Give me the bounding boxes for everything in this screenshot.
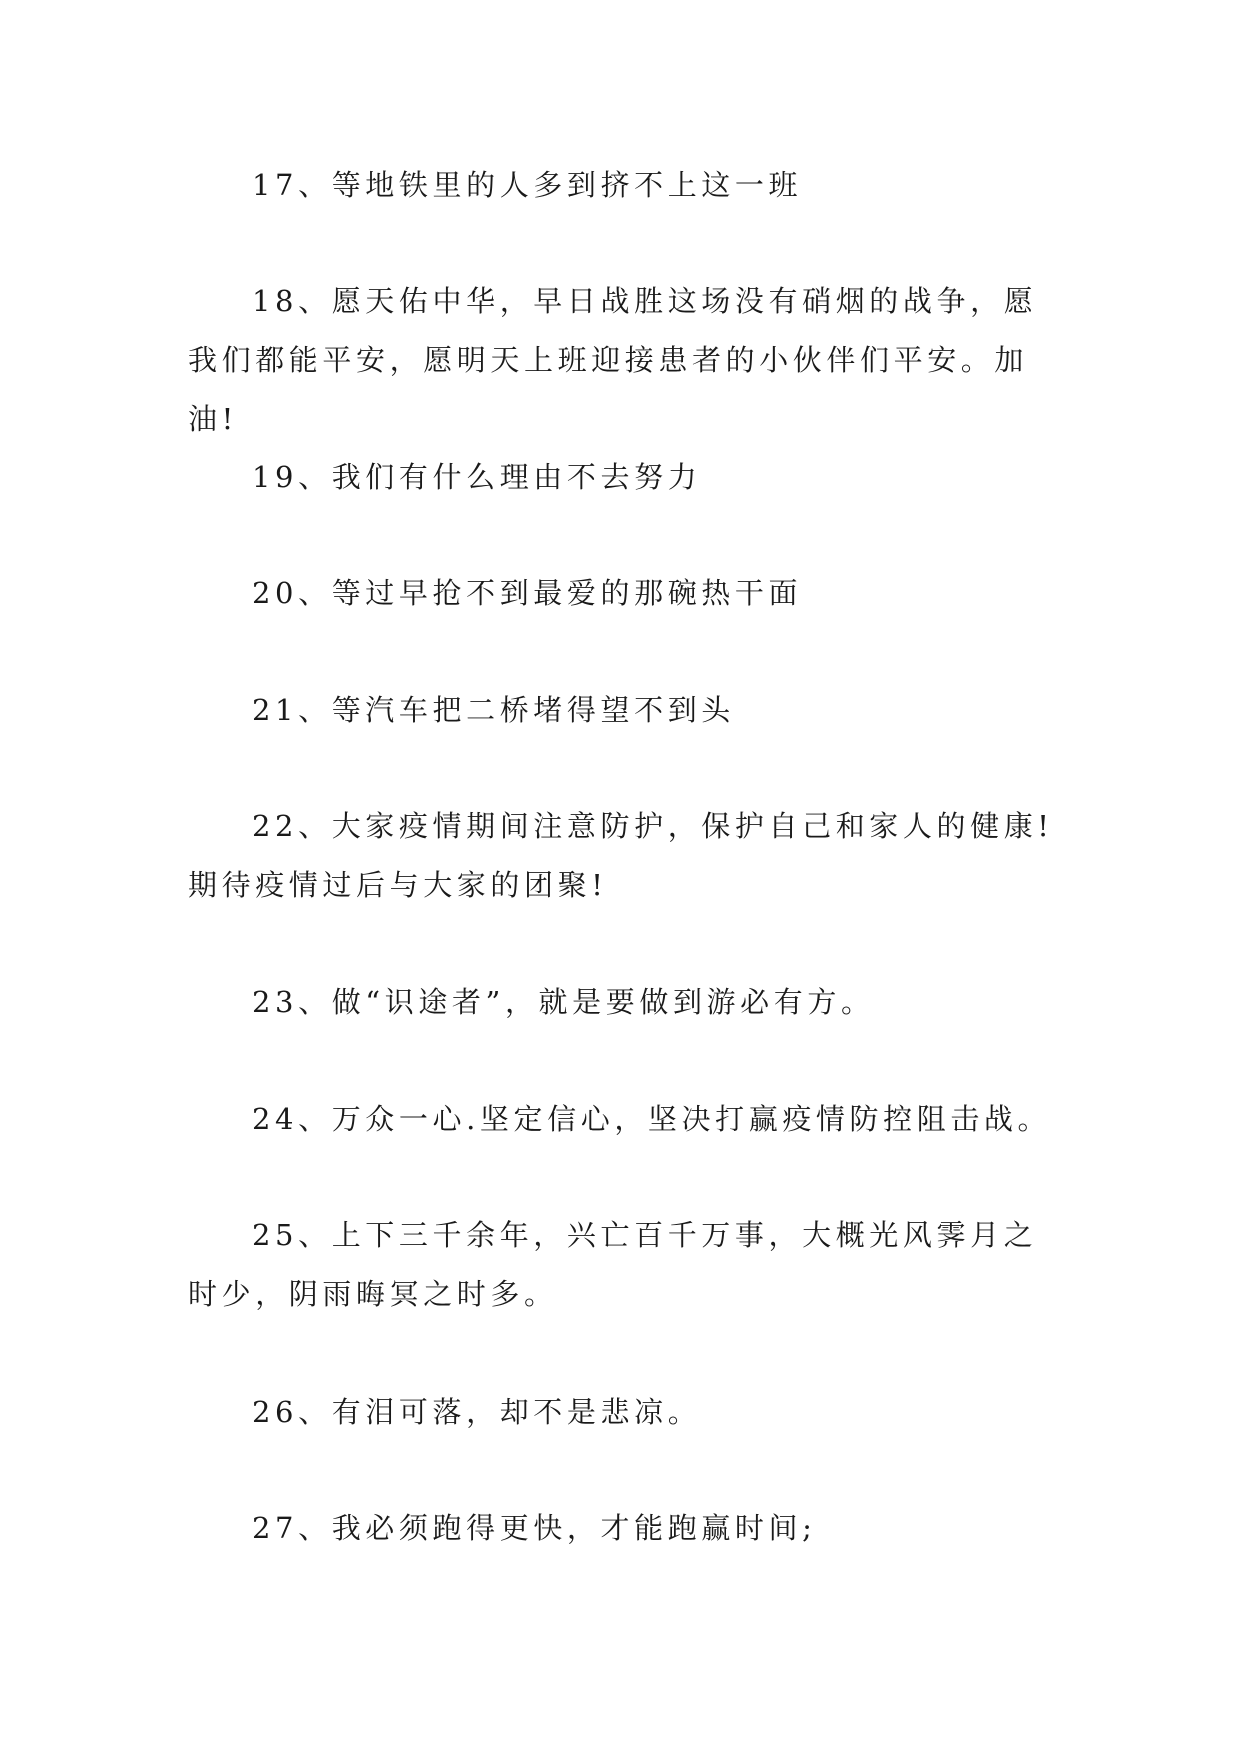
paragraph-25: 25、上下三千余年，兴亡百千万事，大概光风霁月之时少，阴雨晦冥之时多。	[188, 1218, 1038, 1311]
paragraph-27: 27、我必须跑得更快，才能跑赢时间;	[252, 1511, 817, 1545]
paragraph-20: 20、等过早抢不到最爱的那碗热干面	[252, 576, 803, 610]
paragraph-26: 26、有泪可落，却不是悲凉。	[252, 1395, 702, 1429]
paragraph-24: 24、万众一心.坚定信心，坚决打赢疫情防控阻击战。	[252, 1102, 1052, 1136]
paragraph-23: 23、做“识途者”，就是要做到游必有方。	[252, 985, 875, 1019]
paragraph-22: 22、大家疫情期间注意防护，保护自己和家人的健康!期待疫情过后与大家的团聚!	[188, 809, 1054, 902]
paragraph-18: 18、愿天佑中华，早日战胜这场没有硝烟的战争，愿我们都能平安，愿明天上班迎接患者的小伙伴们平安。加油!	[188, 284, 1038, 436]
paragraph-21: 21、等汽车把二桥堵得望不到头	[252, 693, 735, 727]
paragraph-19: 19、我们有什么理由不去努力	[252, 460, 702, 494]
paragraph-17: 17、等地铁里的人多到挤不上这一班	[252, 168, 803, 202]
